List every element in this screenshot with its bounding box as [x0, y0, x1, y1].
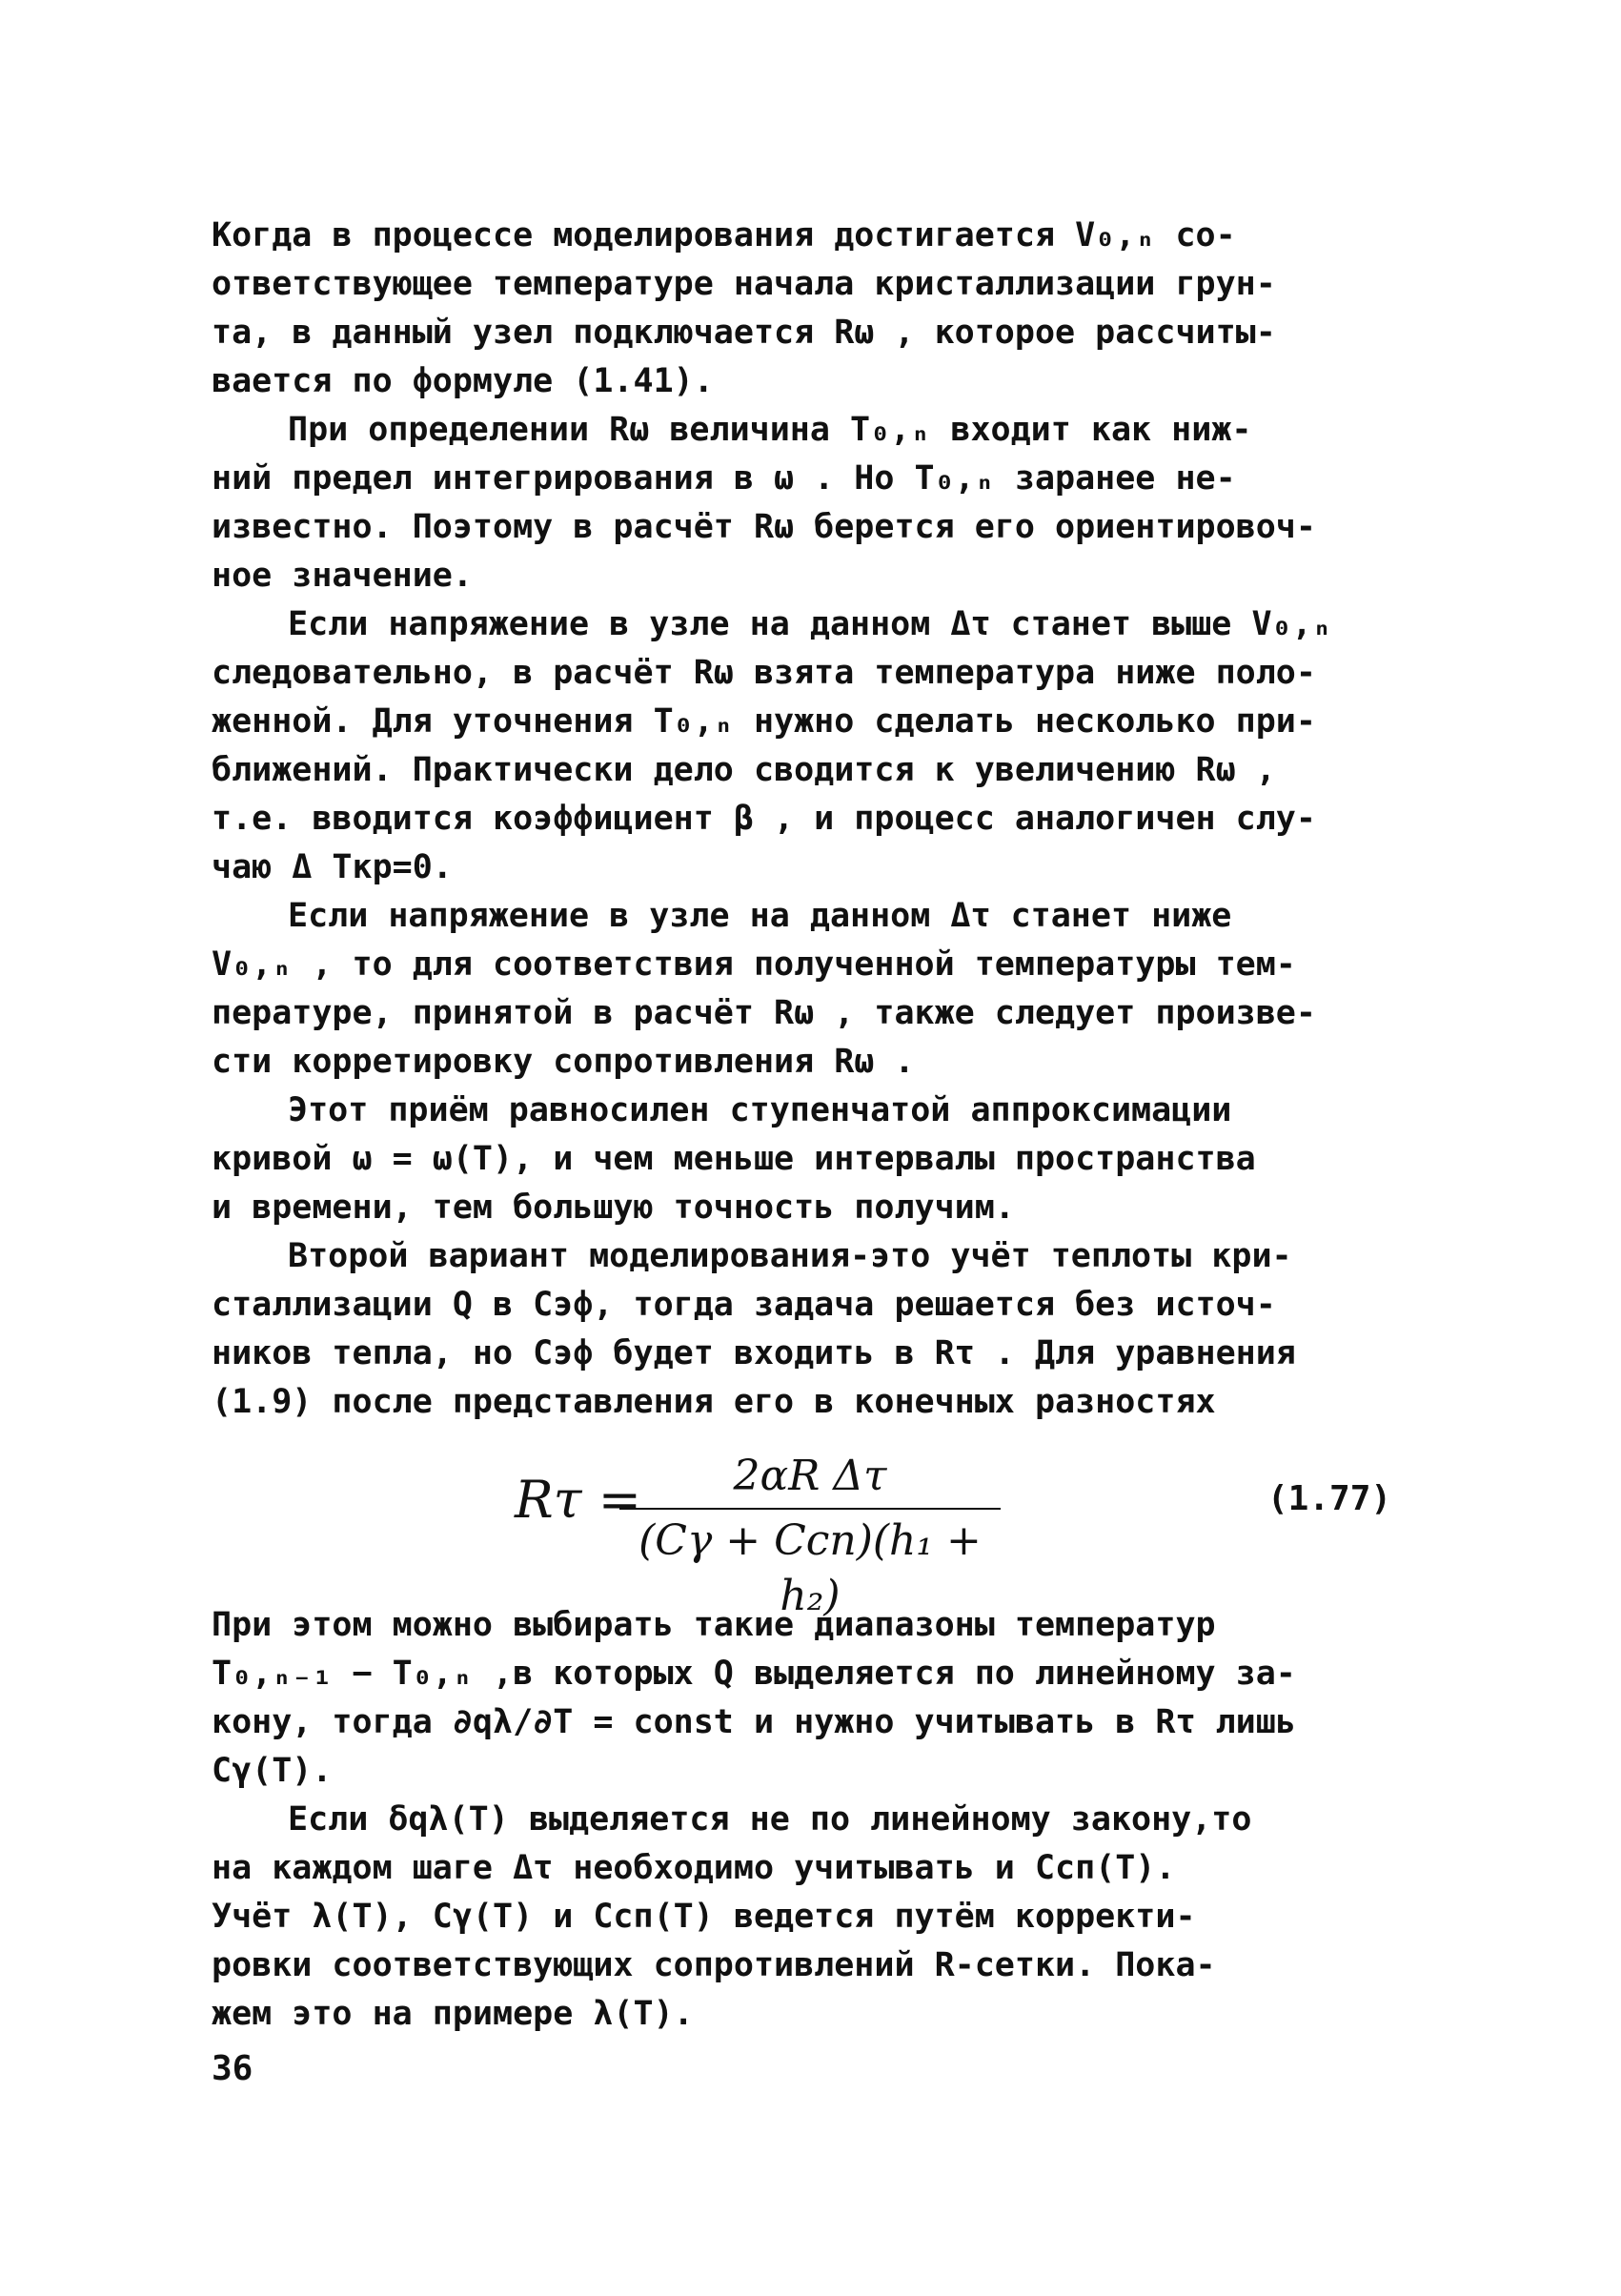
text-line: известно. Поэтому в расчёт Rω берется его ориентировоч-: [212, 508, 1316, 546]
text-line: ровки соответствующих сопротивлений R-сетки. Пока-: [212, 1946, 1216, 1984]
text-line: т.е. вводится коэффициент β , и процесс аналогичен слу-: [212, 800, 1316, 838]
text-line: на каждом шаге Δτ необходимо учитывать и Cсп(T).: [212, 1849, 1176, 1887]
paragraph-5: [212, 1087, 1441, 1232]
formula-1-77: [0, 1449, 1621, 1620]
text-line: Второй вариант моделирования-это учёт теплоты кри-: [288, 1237, 1292, 1275]
text-line: Учёт λ(T), Cγ(T) и Cсп(T) ведется путём корректи-: [212, 1898, 1196, 1936]
text-line: ное значение.: [212, 557, 473, 595]
formula-lhs: Rτ =: [515, 1470, 641, 1530]
text-line: сти корретировку сопротивления Rω .: [212, 1043, 915, 1081]
text-line: Когда в процессе моделирования достигается V₀,ₙ со-: [212, 216, 1236, 254]
text-line: пературе, принятой в расчёт Rω , также следует произве-: [212, 994, 1316, 1032]
text-line: та, в данный узел подключается Rω , которое рассчиты-: [212, 314, 1276, 352]
paragraph-1: [212, 212, 1441, 406]
text-line: вается по формуле (1.41).: [212, 362, 714, 400]
paragraph-2: [212, 406, 1441, 600]
text-line: ближений. Практически дело сводится к увеличению Rω ,: [212, 751, 1276, 789]
text-line: V₀,ₙ , то для соответствия полученной температуры тем-: [212, 945, 1296, 984]
text-line: кону, тогда ∂qλ/∂T = const и нужно учитывать в Rτ лишь: [212, 1703, 1296, 1741]
text-line: и времени, тем большую точность получим.: [212, 1189, 1015, 1227]
text-line: ответствующее температуре начала кристаллизации грун-: [212, 265, 1276, 303]
text-line: ний предел интегрирования в ω . Но T₀,ₙ заранее не-: [212, 459, 1236, 498]
paragraph-8: [212, 1796, 1441, 2039]
paragraph-7: [212, 1601, 1441, 1796]
paragraph-6: [212, 1232, 1441, 1427]
formula-numerator: 2αR Δτ: [733, 1452, 887, 1500]
text-line: Если напряжение в узле на данном Δτ станет выше V₀,ₙ: [288, 605, 1332, 643]
text-line: ников тепла, но Cэф будет входить в Rτ . Для уравнения: [212, 1334, 1296, 1372]
text-line: Если δqλ(T) выделяется не по линейному закону,то: [288, 1800, 1252, 1839]
formula-denominator: (Cγ + Cсп)(h₁ + h₂): [638, 1516, 982, 1620]
text-line: чаю Δ Tкр=0.: [212, 848, 453, 886]
text-line: Этот приём равносилен ступенчатой аппроксимации: [288, 1091, 1232, 1129]
text-line: T₀,ₙ₋₁ − T₀,ₙ ,в которых Q выделяется по линейному за-: [212, 1655, 1296, 1693]
text-line: При этом можно выбирать такие диапазоны температур: [212, 1606, 1216, 1644]
text-line: Если напряжение в узле на данном Δτ станет ниже: [288, 897, 1232, 935]
text-line: кривой ω = ω(T), и чем меньше интервалы пространства: [212, 1140, 1256, 1178]
formula-fraction: [619, 1449, 1001, 1620]
text-line: Cγ(T).: [212, 1752, 333, 1790]
text-line: (1.9) после представления его в конечных разностях: [212, 1383, 1216, 1421]
paragraph-3: [212, 600, 1441, 892]
equation-number: (1.77): [1267, 1479, 1392, 1518]
fraction-bar: [619, 1508, 1001, 1510]
text-line: сталлизации Q в Cэф, тогда задача решается без источ-: [212, 1286, 1276, 1324]
text-line: женной. Для уточнения T₀,ₙ нужно сделать несколько при-: [212, 702, 1316, 741]
page-number: 36: [212, 2049, 253, 2088]
text-line: жем это на примере λ(T).: [212, 1995, 694, 2033]
paragraph-4: [212, 892, 1441, 1087]
text-line: При определении Rω величина T₀,ₙ входит как ниж-: [288, 411, 1252, 449]
text-line: следовательно, в расчёт Rω взята температура ниже поло-: [212, 654, 1316, 692]
